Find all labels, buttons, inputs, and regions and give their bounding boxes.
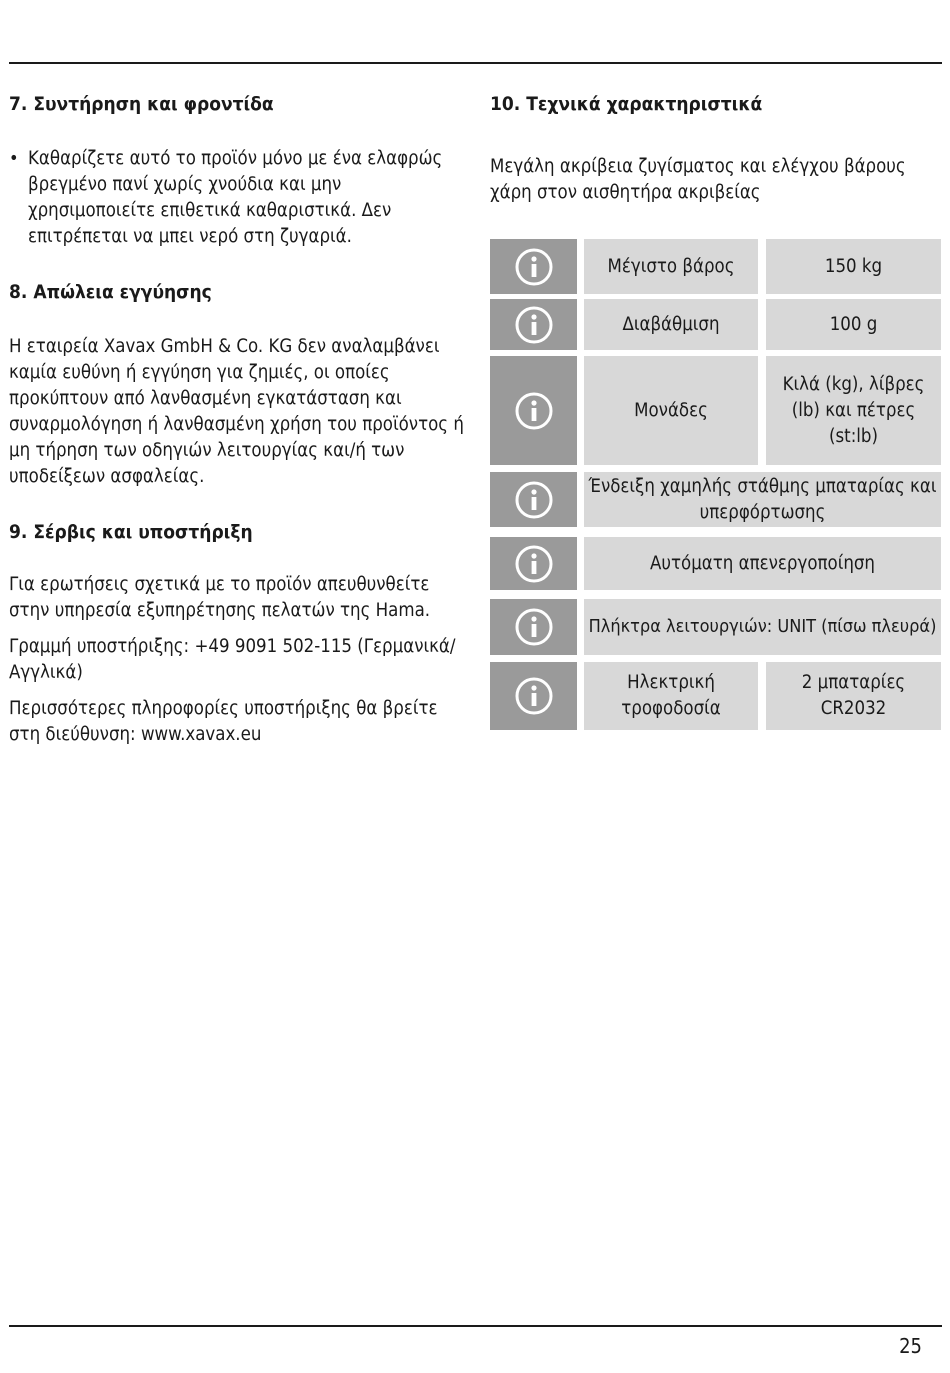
spec-value: 100 g <box>766 299 941 350</box>
support-more-info: Περισσότερες πληροφορίες υποστήριξης θα βρείτε στη διεύθυνση: www.xavax.eu <box>9 698 438 745</box>
info-icon <box>490 472 577 527</box>
spec-label: Μονάδες <box>584 356 758 465</box>
spec-table <box>490 239 941 730</box>
section-7-title: 7. Συντήρηση και φροντίδα <box>9 93 274 115</box>
section-9-title: 9. Σέρβις και υποστήριξη <box>9 521 253 543</box>
spec-row-power-supply <box>490 662 941 730</box>
info-icon <box>490 662 577 730</box>
info-icon <box>490 299 577 350</box>
spec-label: Αυτόματη απενεργοποίηση <box>584 537 941 590</box>
spec-label: Ηλεκτρική τροφοδοσία <box>584 662 758 730</box>
section-9-body: Για ερωτήσεις σχετικά με το προϊόν απευθυνθείτε στην υπηρεσία εξυπηρέτησης πελατών της Hama. <box>9 574 431 621</box>
right-column <box>490 90 942 730</box>
section-8-title: 8. Απώλεια εγγύησης <box>9 281 212 303</box>
section-10-intro: Μεγάλη ακρίβεια ζυγίσματος και ελέγχου βάρους χάρη στον αισθητήρα ακριβείας <box>490 156 906 203</box>
info-icon <box>490 537 577 590</box>
spec-row-low-battery <box>490 472 941 527</box>
spec-value: 2 μπαταρίες CR2032 <box>766 662 941 730</box>
spec-label: Ένδειξη χαμηλής στάθμης μπαταρίας και υπερφόρτωσης <box>584 472 941 527</box>
spec-value: Κιλά (kg), λίβρες (lb) και πέτρες (st:lb) <box>766 356 941 465</box>
spec-label: Πλήκτρα λειτουργιών: UNIT (πίσω πλευρά) <box>584 599 941 655</box>
section-7-bullet: • Καθαρίζετε αυτό το προϊόν μόνο με ένα ελαφρώς βρεγμένο πανί χωρίς χνούδια και μην χρησιμοποιείτε επιθετικά καθαριστικά. Δεν επιτρέπεται να μπει νερό στη ζυγαριά. <box>9 146 469 250</box>
info-icon <box>490 239 577 294</box>
spec-row-function-keys <box>490 599 941 655</box>
support-hotline: Γραμμή υποστήριξης: +49 9091 502-115 (Γερμανικά/Αγγλικά) <box>9 636 456 683</box>
section-10-title: 10. Τεχνικά χαρακτηριστικά <box>490 93 763 115</box>
left-column <box>9 90 469 758</box>
spec-row-auto-off <box>490 537 941 590</box>
info-icon <box>490 599 577 655</box>
spec-row-units <box>490 356 941 465</box>
bottom-rule <box>9 1325 942 1327</box>
info-icon <box>490 356 577 465</box>
section-8-body: Η εταιρεία Xavax GmbH & Co. KG δεν αναλαμβάνει καμία ευθύνη ή εγγύηση για ζημιές, οι οποίες προκύπτουν από λανθασμένη εγκατάσταση και συναρμολόγηση ή λανθασμένη χρήση του προϊόντος ή μη τήρηση των οδηγιών λειτουργίας και/ή των υποδείξεων ασφαλείας. <box>9 336 464 487</box>
spec-label: Διαβάθμιση <box>584 299 758 350</box>
spec-row-graduation <box>490 299 941 350</box>
top-rule <box>9 62 942 64</box>
spec-value: 150 kg <box>766 239 941 294</box>
page-number: 25 <box>899 1334 922 1358</box>
spec-label: Μέγιστο βάρος <box>584 239 758 294</box>
spec-row-max-weight <box>490 239 941 294</box>
